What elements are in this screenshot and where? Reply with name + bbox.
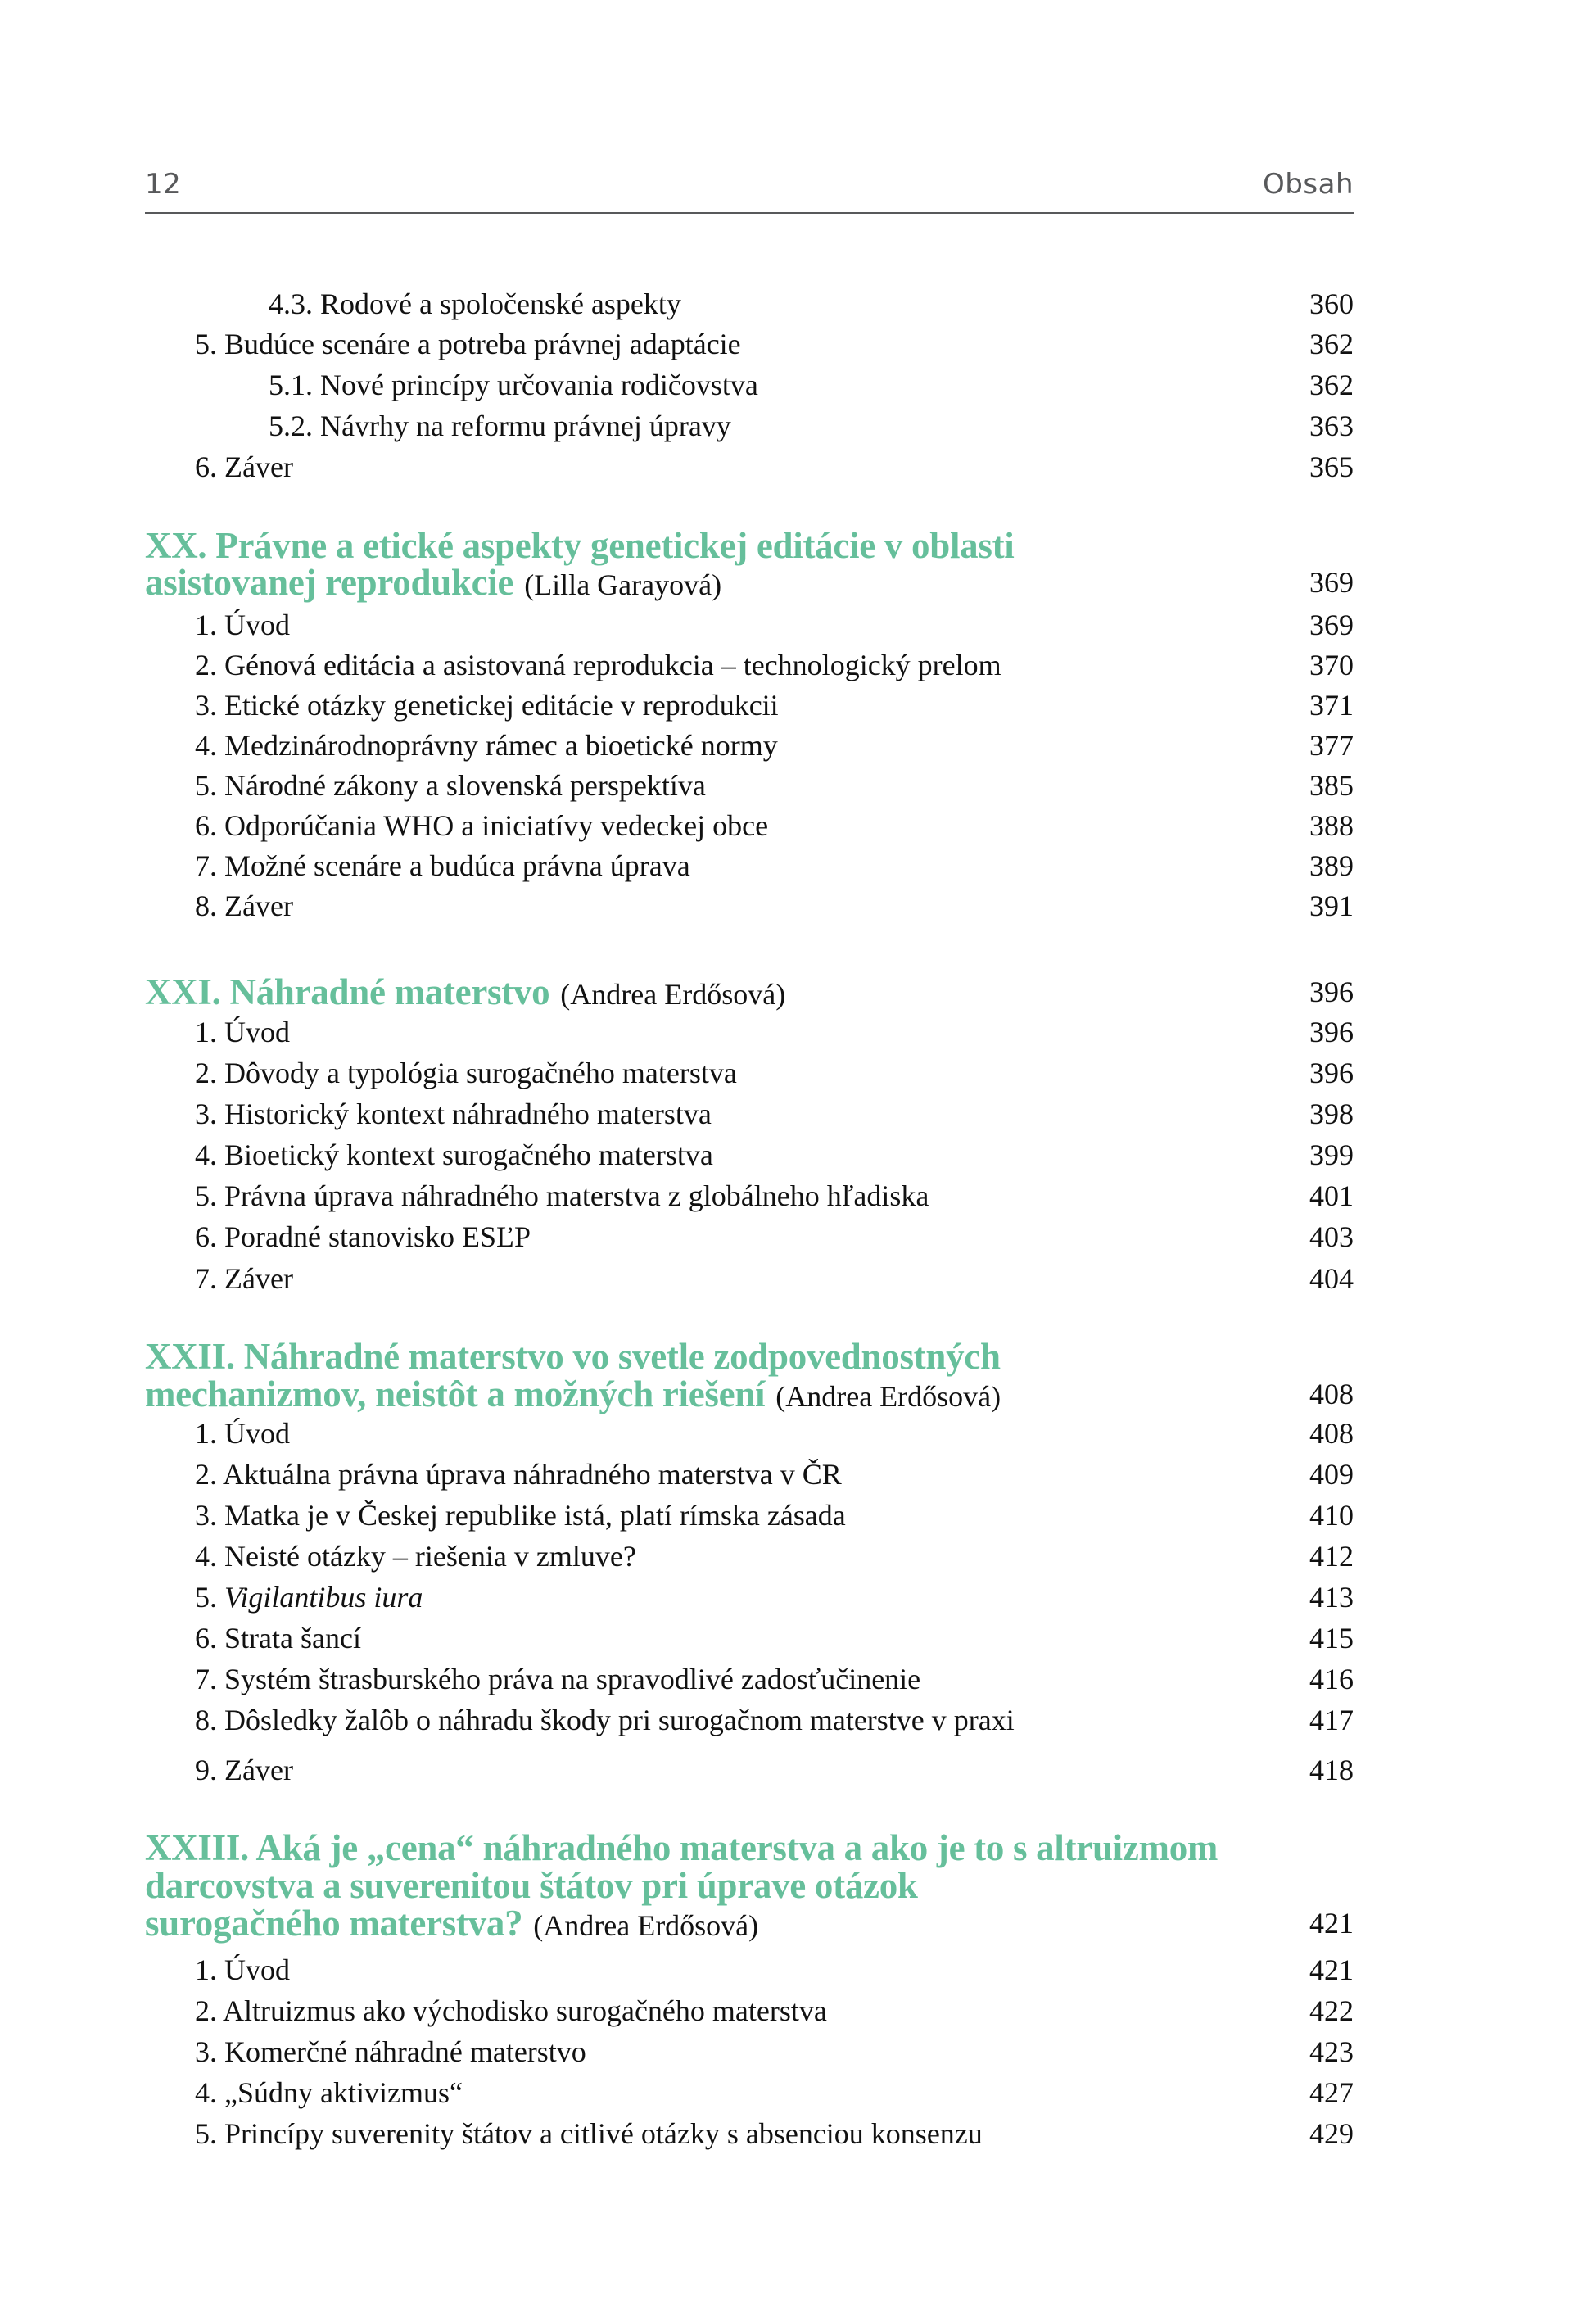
toc-entry-page: 396 — [1309, 1016, 1354, 1048]
toc-entry-label: 1. Úvod — [195, 609, 290, 641]
chapter-author: (Andrea Erdősová) — [526, 1909, 759, 1942]
toc-entry-label: 3. Etické otázky genetickej editácie v reprodukcii — [195, 689, 779, 722]
chapter-title-line: darcovstva a suverenitou štátov pri úprave otázok — [145, 1865, 918, 1906]
toc-entry[interactable] — [145, 324, 1354, 364]
toc-entry[interactable] — [145, 1454, 1354, 1495]
toc-entry-label: 8. Dôsledky žalôb o náhradu škody pri surogačnom materstve v praxi — [195, 1704, 1015, 1736]
toc-entry-label: 5. Právna úprava náhradného materstva z globálneho hľadiska — [195, 1179, 929, 1212]
toc-entry-page: 416 — [1309, 1663, 1354, 1695]
toc-entry[interactable] — [145, 1258, 1354, 1299]
toc-entry[interactable] — [145, 1749, 1354, 1790]
toc-entry-page: 385 — [1309, 769, 1354, 802]
toc-entry-label: 5.2. Návrhy na reformu právnej úpravy — [269, 410, 731, 442]
toc-entry-label-italic: Vigilantibus iura — [224, 1581, 423, 1614]
toc-entry[interactable] — [145, 405, 1354, 446]
toc-entry-label: 7. Systém štrasburského práva na spravodlivé zadosťučinenie — [195, 1663, 921, 1695]
toc-entry[interactable] — [145, 1990, 1354, 2031]
toc-entry-page: 370 — [1309, 649, 1354, 681]
toc-entry[interactable] — [145, 1175, 1354, 1216]
toc-entry-label: 6. Odporúčania WHO a iniciatívy vedeckej obce — [195, 809, 769, 842]
chapter-title-line: XXII. Náhradné materstvo vo svetle zodpovednostných — [145, 1336, 1001, 1377]
chapter-title-line: asistovanej reprodukcie — [145, 562, 514, 603]
toc-entry-page: 404 — [1309, 1262, 1354, 1295]
chapter-author: (Andrea Erdősová) — [553, 978, 786, 1011]
toc-entry-page: 360 — [1309, 287, 1354, 320]
toc-entry-label: 5. Princípy suverenity štátov a citlivé otázky s absenciou konsenzu — [195, 2117, 983, 2150]
toc-entry-page: 399 — [1309, 1138, 1354, 1171]
toc-entry-page: 401 — [1309, 1179, 1354, 1212]
toc-entry[interactable] — [145, 1413, 1354, 1454]
toc-entry-label: 1. Úvod — [195, 1016, 290, 1048]
toc-entry-page: 363 — [1309, 410, 1354, 442]
header-rule — [145, 212, 1354, 214]
toc-entry-label: 6. Strata šancí — [195, 1622, 361, 1654]
toc-entry-page: 423 — [1309, 2035, 1354, 2068]
toc-entry-label: 3. Historický kontext náhradného materstva — [195, 1098, 712, 1130]
toc-entry-page: 377 — [1309, 729, 1354, 762]
toc-entry[interactable] — [145, 1700, 1354, 1740]
toc-entry-label — [195, 1577, 423, 1618]
chapter-page: 408 — [1309, 1378, 1354, 1410]
toc-entry[interactable] — [145, 645, 1354, 686]
toc-entry[interactable] — [145, 1134, 1354, 1175]
toc-entry-page: 369 — [1309, 609, 1354, 641]
toc-entry-page: 409 — [1309, 1458, 1354, 1491]
chapter-page: 396 — [1309, 975, 1354, 1008]
toc-entry-page: 408 — [1309, 1417, 1354, 1450]
toc-entry-label: 4. Medzinárodnoprávny rámec a bioetické normy — [195, 729, 778, 762]
toc-entry-label: 2. Altruizmus ako východisko surogačného materstva — [195, 1994, 827, 2027]
toc-entry-page: 427 — [1309, 2076, 1354, 2109]
toc-entry[interactable] — [145, 2031, 1354, 2072]
chapter-heading-xxii-line2[interactable] — [145, 1374, 1354, 1414]
running-title: Obsah — [1263, 168, 1354, 201]
toc-entry-label: 9. Záver — [195, 1754, 293, 1786]
toc-entry-label: 4. „Súdny aktivizmus“ — [195, 2076, 463, 2109]
toc-entry-page: 415 — [1309, 1622, 1354, 1654]
toc-entry[interactable] — [145, 1536, 1354, 1577]
toc-entry-label: 2. Aktuálna právna úprava náhradného materstva v ČR — [195, 1458, 842, 1491]
toc-entry-label: 1. Úvod — [195, 1953, 290, 1986]
toc-entry-page: 421 — [1309, 1953, 1354, 1986]
chapter-heading-xx[interactable] — [145, 525, 1354, 566]
chapter-heading-xx-line2[interactable] — [145, 562, 1354, 603]
toc-entry-page: 362 — [1309, 328, 1354, 360]
toc-entry-label: 8. Záver — [195, 889, 293, 922]
toc-entry-label: 2. Dôvody a typológia surogačného materstva — [195, 1057, 737, 1089]
toc-entry-page: 365 — [1309, 450, 1354, 483]
chapter-title-line: surogačného materstva? — [145, 1903, 523, 1944]
toc-entry-label: 7. Možné scenáre a budúca právna úprava — [195, 849, 690, 882]
toc-entry[interactable] — [145, 685, 1354, 726]
toc-entry[interactable] — [145, 1093, 1354, 1134]
toc-entry-page: 362 — [1309, 369, 1354, 401]
toc-entry-label: 7. Záver — [195, 1262, 293, 1295]
toc-entry-page: 398 — [1309, 1098, 1354, 1130]
toc-entry-page: 391 — [1309, 889, 1354, 922]
toc-entry-page: 396 — [1309, 1057, 1354, 1089]
chapter-heading-xxiii[interactable] — [145, 1827, 1354, 1868]
toc-entry[interactable] — [145, 885, 1354, 926]
toc-entry-label: 3. Matka je v Českej republike istá, platí rímska zásada — [195, 1499, 846, 1532]
toc-entry[interactable] — [145, 805, 1354, 846]
toc-entry-page: 417 — [1309, 1704, 1354, 1736]
toc-entry-label: 6. Záver — [195, 450, 293, 483]
toc-entry[interactable] — [145, 1216, 1354, 1257]
toc-entry-page: 389 — [1309, 849, 1354, 882]
toc-entry[interactable] — [145, 283, 1354, 324]
chapter-heading-xxiii-line3[interactable] — [145, 1903, 1354, 1944]
toc-entry-page: 418 — [1309, 1754, 1354, 1786]
chapter-title-line: XX. Právne a etické aspekty genetickej editácie v oblasti — [145, 525, 1015, 566]
toc-entry[interactable] — [145, 2072, 1354, 2113]
chapter-heading-xxiii-line2[interactable] — [145, 1865, 1354, 1906]
toc-entry[interactable] — [145, 1577, 1354, 1618]
toc-entry[interactable] — [145, 765, 1354, 806]
chapter-heading-xxi[interactable] — [145, 971, 1354, 1012]
toc-entry[interactable] — [145, 604, 1354, 645]
toc-entry-page: 412 — [1309, 1540, 1354, 1573]
toc-entry[interactable] — [145, 1052, 1354, 1093]
toc-entry[interactable] — [145, 1012, 1354, 1052]
toc-entry-label-prefix: 5. — [195, 1581, 224, 1614]
toc-entry[interactable] — [145, 725, 1354, 766]
chapter-title-line: XXIII. Aká je „cena“ náhradného materstva a ako je to s altruizmom — [145, 1827, 1218, 1868]
toc-entry[interactable] — [145, 446, 1354, 487]
chapter-title-line: XXI. Náhradné materstvo — [145, 971, 550, 1012]
chapter-author: (Andrea Erdősová) — [768, 1380, 1001, 1413]
toc-entry-label: 2. Génová editácia a asistovaná reprodukcia – technologický prelom — [195, 649, 1001, 681]
toc-entry-label: 1. Úvod — [195, 1417, 290, 1450]
toc-entry-page: 388 — [1309, 809, 1354, 842]
chapter-title-line: mechanizmov, neistôt a možných riešení — [145, 1374, 766, 1414]
toc-entry-label: 4. Bioetický kontext surogačného materstva — [195, 1138, 713, 1171]
toc-entry[interactable] — [145, 2113, 1354, 2154]
toc-entry-label: 5. Národné zákony a slovenská perspektíva — [195, 769, 706, 802]
toc-entry[interactable] — [145, 1949, 1354, 1990]
toc-entry-page: 422 — [1309, 1994, 1354, 2027]
toc-entry[interactable] — [145, 1618, 1354, 1659]
chapter-heading-xxii[interactable] — [145, 1336, 1354, 1377]
toc-entry-page: 371 — [1309, 689, 1354, 722]
toc-entry-label: 4.3. Rodové a spoločenské aspekty — [269, 287, 681, 320]
toc-entry-label: 3. Komerčné náhradné materstvo — [195, 2035, 586, 2068]
toc-entry-label: 5.1. Nové princípy určovania rodičovstva — [269, 369, 758, 401]
toc-entry-page: 429 — [1309, 2117, 1354, 2150]
toc-entry-page: 413 — [1309, 1581, 1354, 1614]
toc-entry-label: 6. Poradné stanovisko ESĽP — [195, 1220, 531, 1253]
toc-entry[interactable] — [145, 1659, 1354, 1700]
toc-entry[interactable] — [145, 1495, 1354, 1536]
toc-entry-page: 410 — [1309, 1499, 1354, 1532]
toc-entry[interactable] — [145, 364, 1354, 405]
toc-entry-page: 403 — [1309, 1220, 1354, 1253]
toc-entry-label: 4. Neisté otázky – riešenia v zmluve? — [195, 1540, 636, 1573]
toc-entry[interactable] — [145, 845, 1354, 886]
chapter-page: 421 — [1309, 1907, 1354, 1940]
chapter-author: (Lilla Garayová) — [517, 568, 722, 601]
page-number: 12 — [145, 168, 182, 201]
toc-entry-label: 5. Budúce scenáre a potreba právnej adaptácie — [195, 328, 741, 360]
chapter-page: 369 — [1309, 566, 1354, 599]
